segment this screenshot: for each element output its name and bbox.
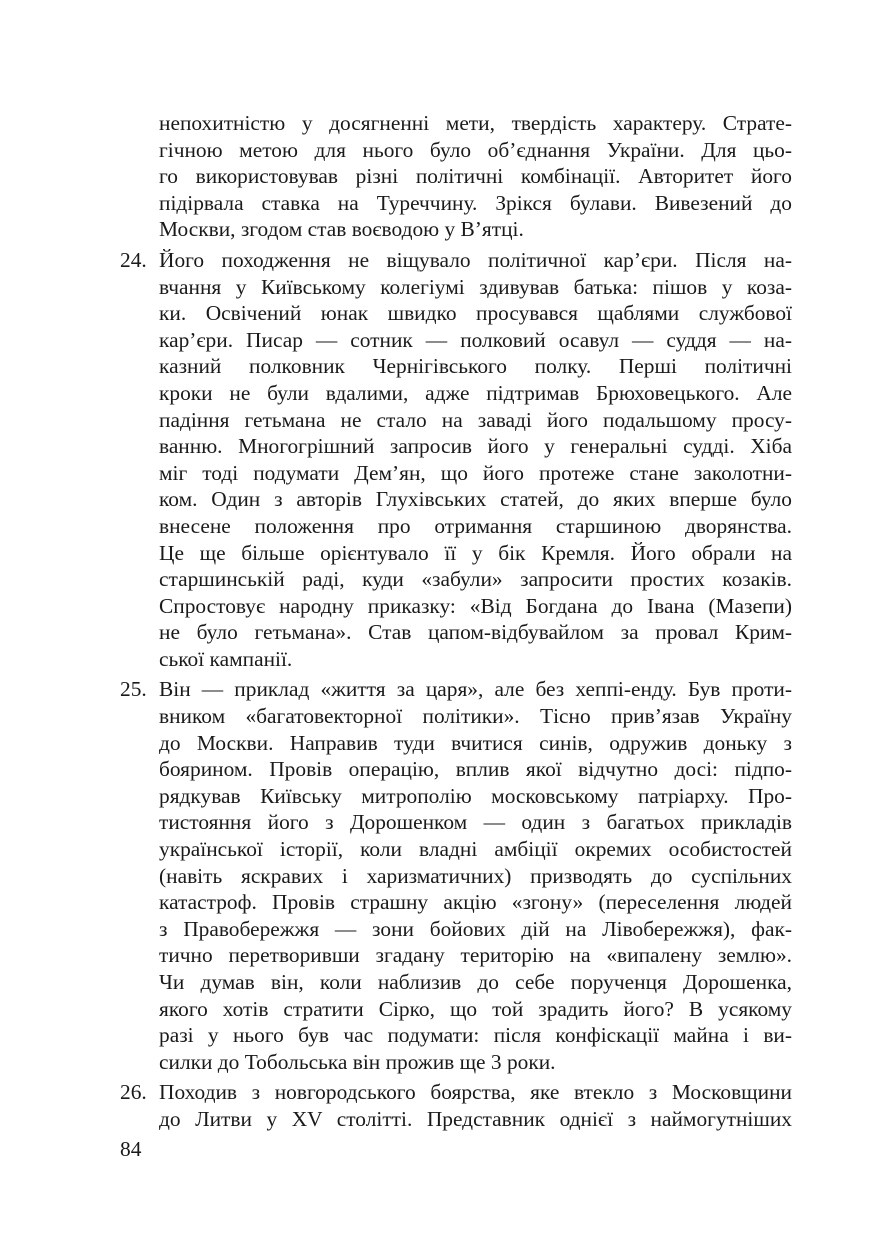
text-line: рядкував Київську митрополію московському патріарху. Про- xyxy=(159,783,792,808)
text-line: Чи думав він, коли наблизив до себе порученця Дорошенка, xyxy=(159,970,792,994)
page-body xyxy=(120,110,792,1133)
text-line: ки. Освічений юнак швидко просувався щаблями службової xyxy=(159,301,792,326)
text-line: ванню. Многогрішний запросив його у генеральні судді. Хіба xyxy=(159,434,792,459)
text-line: Спростовує народну приказку: «Від Богдана до Івана (Мазепи) xyxy=(159,593,792,618)
text-line: тистояння його з Дорошенком — один з багатьох прикладів xyxy=(159,810,792,835)
text-line: разі у нього був час подумати: після конфіскації майна і ви- xyxy=(159,1023,792,1048)
list-item-24 xyxy=(120,247,792,673)
text-line: вником «багатовекторної політики». Тісно прив’язав Україну xyxy=(159,704,792,729)
text-line: непохитністю у досягненні мети, твердість характеру. Страте- xyxy=(159,111,792,135)
text-line: гічною метою для нього було об’єднання України. Для цьо- xyxy=(159,137,792,162)
text-line: боярином. Провів операцію, вплив якої відчутно досі: підпо- xyxy=(159,757,792,782)
text-line: міг тоді подумати Дем’ян, що його протеже стане заколотни- xyxy=(159,460,792,485)
text-line: до Литви у XV столітті. Представник однієї з наймогутніших xyxy=(159,1106,792,1131)
text-line: го використовував різні політичні комбінації. Авторитет його xyxy=(159,164,792,189)
list-item-26 xyxy=(120,1079,792,1132)
text-line: тично перетворивши згадану територію на «випалену землю». xyxy=(159,943,792,968)
text-line: казний полковник Чернігівського полку. Перші політичні xyxy=(159,354,792,379)
text-line: падіння гетьмана не стало на заваді його подальшому просу- xyxy=(159,407,792,432)
text-line: внесене положення про отримання старшиною дворянства. xyxy=(159,513,792,538)
text-line: Це ще більше орієнтувало її у бік Кремля. Його обрали на xyxy=(159,540,792,565)
text-line: Походив з новгородського боярства, яке втекло з Московщини xyxy=(159,1080,792,1105)
text-line: силки до Тобольська він прожив ще 3 роки. xyxy=(159,1049,556,1074)
text-line: кар’єри. Писар — сотник — полковий осавул — суддя — на- xyxy=(159,327,792,352)
text-line: підірвала ставка на Туреччину. Зрікся булави. Вивезений до xyxy=(159,190,792,215)
text-line: до Москви. Направив туди вчитися синів, одружив доньку з xyxy=(159,730,792,755)
text-line: ком. Один з авторів Глухівських статей, до яких вперше було xyxy=(159,487,792,512)
text-line: Його походження не віщувало політичної кар’єри. Після на- xyxy=(159,247,792,272)
text-line: (навіть яскравих і харизматичних) призводять до суспільних xyxy=(159,863,792,888)
text-line: ської кампанії. xyxy=(159,646,293,671)
item-number: 26. xyxy=(120,1080,147,1105)
text-line: кроки не були вдалими, адже підтримав Брюховецького. Але xyxy=(159,380,792,405)
list-item-25 xyxy=(120,676,792,1075)
text-line: вчання у Київському колегіумі здивував батька: пішов у коза- xyxy=(159,274,792,299)
item-number: 25. xyxy=(120,677,147,702)
text-line: з Правобережжя — зони бойових дій на Лівобережжя), фак- xyxy=(159,916,792,941)
text-line: катастроф. Провів страшну акцію «згону» (переселення людей xyxy=(159,890,792,915)
text-line: якого хотів стратити Сірко, що той зрадить його? В усякому xyxy=(159,996,792,1021)
item-number: 24. xyxy=(120,247,147,272)
text-line: української історії, коли владні амбіції окремих особистостей xyxy=(159,837,792,862)
text-line: не було гетьмана». Став цапом-відбувайлом за провал Крим- xyxy=(159,620,792,645)
page-number: 84 xyxy=(120,1137,142,1161)
text-line: старшинській раді, куди «забули» запросити простих козаків. xyxy=(159,567,792,592)
text-line: Він — приклад «життя за царя», але без хеппі-енду. Був проти- xyxy=(159,677,792,702)
text-line: Москви, згодом став воєводою у В’ятці. xyxy=(159,217,524,242)
intro-paragraph xyxy=(120,110,792,243)
